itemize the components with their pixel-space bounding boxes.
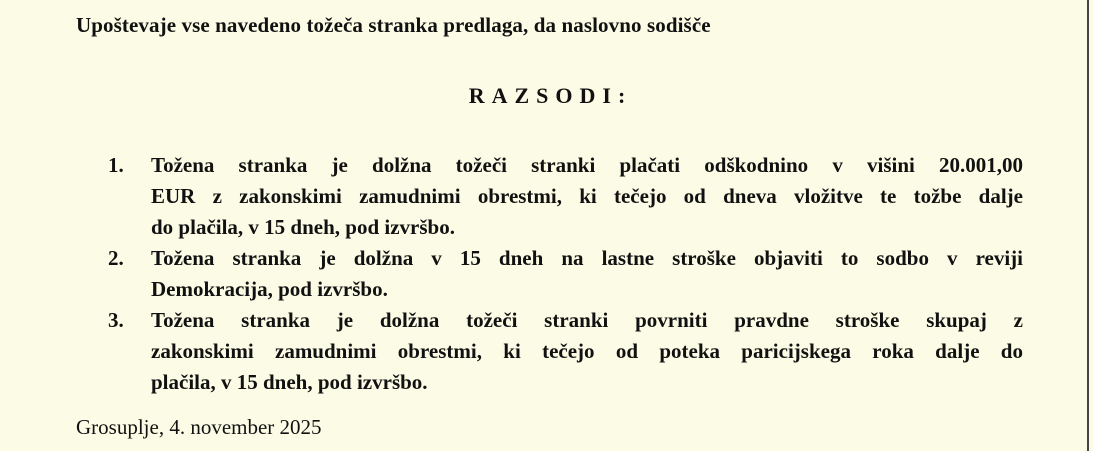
claims-list: [108, 150, 1023, 398]
item-line: do plačila, v 15 dneh, pod izvršbo.: [151, 215, 455, 239]
intro-paragraph: Upoštevaje vse navedeno tožeča stranka predlaga, da naslovno sodišče: [76, 13, 711, 37]
item-line: Tožena stranka je dolžna tožeči stranki povrniti pravdne stroške skupaj z: [151, 308, 1023, 332]
list-item: [108, 305, 1023, 398]
verdict-heading: RAZSODI:: [468, 83, 633, 108]
item-text: [151, 243, 1023, 305]
item-line: plačila, v 15 dneh, pod izvršbo.: [151, 370, 428, 394]
item-line: Demokracija, pod izvršbo.: [151, 277, 388, 301]
page-edge-line: [1087, 0, 1089, 451]
place-date: Grosuplje, 4. november 2025: [76, 415, 322, 439]
item-line: Tožena stranka je dolžna v 15 dneh na lastne stroške objaviti to sodbo v reviji: [151, 246, 1023, 270]
item-line: zakonskimi zamudnimi obrestmi, ki tečejo od poteka paricijskega roka dalje do: [151, 339, 1023, 363]
list-item: [108, 150, 1023, 243]
list-item: [108, 243, 1023, 305]
item-number: 2.: [108, 246, 124, 270]
item-number: 3.: [108, 308, 124, 332]
item-number: 1.: [108, 153, 124, 177]
item-text: [151, 305, 1023, 398]
item-line: EUR z zakonskimi zamudnimi obrestmi, ki tečejo od dneva vložitve te tožbe dalje: [151, 184, 1023, 208]
item-text: [151, 150, 1023, 243]
item-line: Tožena stranka je dolžna tožeči stranki plačati odškodnino v višini 20.001,00: [151, 153, 1023, 177]
